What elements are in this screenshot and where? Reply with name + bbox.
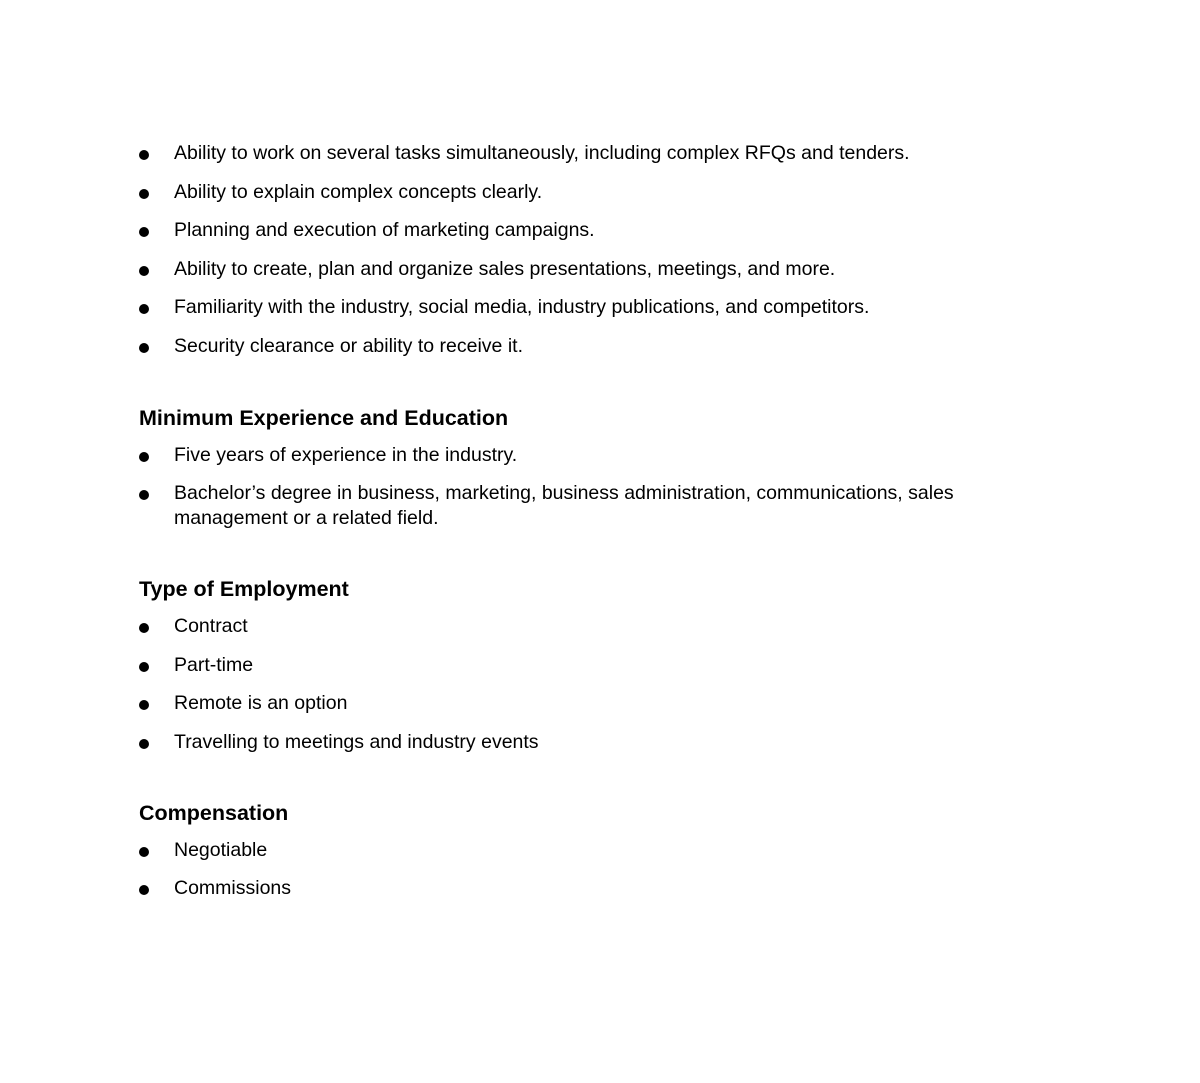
list-item-text: Security clearance or ability to receive it. — [174, 334, 523, 357]
bullet-icon — [139, 304, 149, 314]
compensation-list — [139, 838, 1039, 902]
list-item-text: Five years of experience in the industry. — [174, 443, 518, 466]
list-item-text: Familiarity with the industry, social media, industry publications, and competitors. — [174, 296, 870, 318]
list-item — [139, 614, 1039, 639]
list-item — [139, 257, 1039, 282]
bullet-icon — [139, 452, 149, 462]
document-content — [139, 141, 1039, 901]
bullet-icon — [139, 189, 149, 199]
list-item — [139, 334, 1039, 359]
list-item-text: Planning and execution of marketing campaigns. — [174, 219, 595, 241]
experience-section — [139, 405, 1039, 532]
list-item-text: Ability to work on several tasks simultaneously, including complex RFQs and tenders. — [174, 142, 910, 164]
bullet-icon — [139, 885, 149, 895]
list-item-text: Travelling to meetings and industry events — [174, 730, 539, 753]
list-item-text: Part-time — [174, 653, 254, 676]
list-item — [139, 481, 1039, 531]
list-item-text: Ability to create, plan and organize sales presentations, meetings, and more. — [174, 257, 836, 280]
bullet-icon — [139, 847, 149, 857]
bullet-icon — [139, 739, 149, 749]
bullet-icon — [139, 227, 149, 237]
employment-section — [139, 576, 1039, 755]
experience-heading: Minimum Experience and Education — [139, 405, 509, 430]
list-item — [139, 443, 1039, 468]
list-item — [139, 876, 1039, 901]
bullet-icon — [139, 700, 149, 710]
bullet-icon — [139, 343, 149, 353]
list-item-text: Ability to explain complex concepts clearly. — [174, 180, 543, 203]
list-item — [139, 180, 1039, 205]
bullet-icon — [139, 266, 149, 276]
bullet-icon — [139, 623, 149, 633]
bullet-icon — [139, 662, 149, 672]
list-item — [139, 691, 1039, 716]
list-item-text: Remote is an option — [174, 692, 348, 714]
employment-list — [139, 614, 1039, 755]
list-item — [139, 295, 1039, 320]
experience-list — [139, 443, 1039, 532]
employment-heading: Type of Employment — [139, 577, 349, 601]
list-item-text: Commissions — [174, 877, 292, 899]
list-item-text: Contract — [174, 615, 248, 637]
skills-list — [139, 141, 1039, 359]
list-item — [139, 141, 1039, 166]
bullet-icon — [139, 150, 149, 160]
list-item-text: Negotiable — [174, 838, 268, 861]
list-item — [139, 730, 1039, 755]
list-item — [139, 653, 1039, 678]
list-item — [139, 218, 1039, 243]
skills-section — [139, 141, 1039, 359]
bullet-icon — [139, 490, 149, 500]
compensation-section — [139, 800, 1039, 902]
compensation-heading: Compensation — [139, 800, 289, 825]
list-item-text: Bachelor’s degree in business, marketing, business administration, communications, sales management or a related field. — [174, 482, 954, 529]
list-item — [139, 838, 1039, 863]
